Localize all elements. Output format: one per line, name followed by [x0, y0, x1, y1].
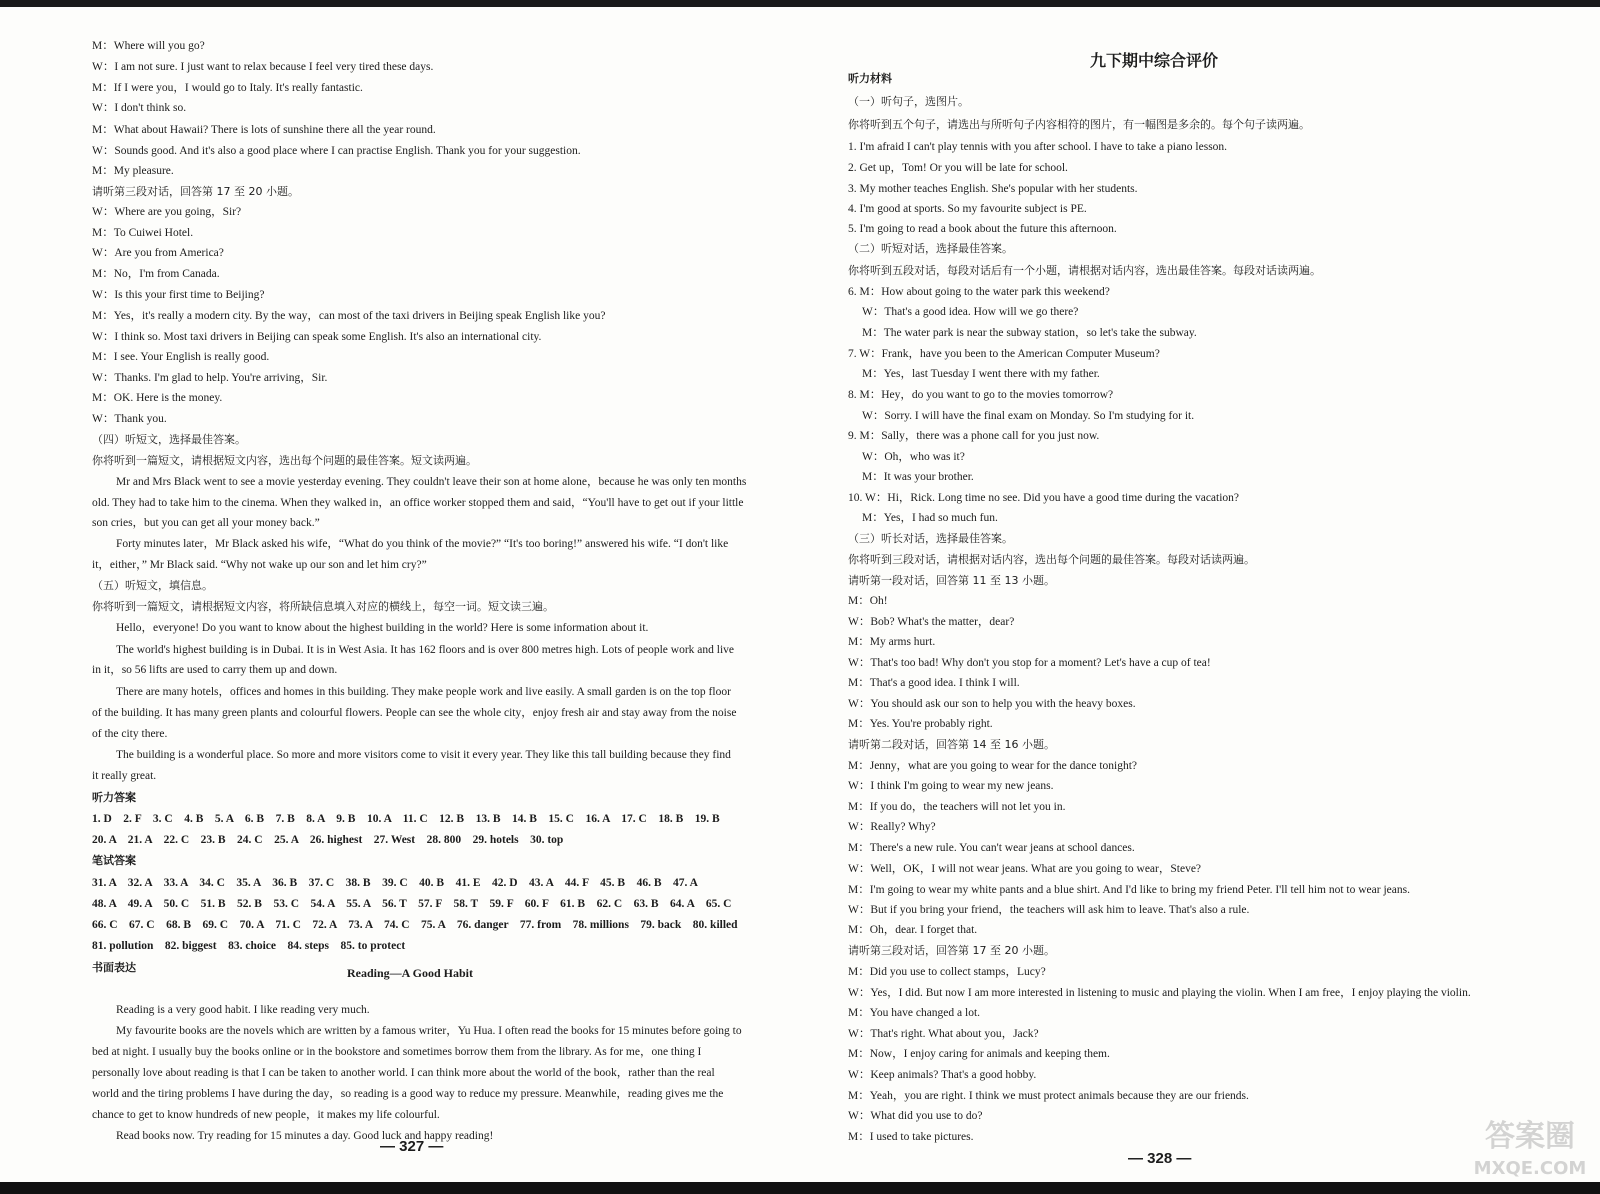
- text-line: 书面表达: [92, 961, 136, 974]
- bottom-edge: [0, 1182, 1600, 1194]
- text-line: M：Yes，it's really a modern city. By the way，can most of the taxi drivers in Beijing speak English like you?: [92, 310, 606, 322]
- text-line: bed at night. I usually buy the books online or in the bookstore and sometimes borrow them from the library. As for me，one thing I: [92, 1046, 702, 1058]
- text-line: W：Well，OK，I will not wear jeans. What are you going to wear，Steve?: [848, 863, 1202, 875]
- page-number-328: — 328 —: [1128, 1150, 1192, 1167]
- text-line: W：That's too bad! Why don't you stop for a moment? Let's have a cup of tea!: [848, 657, 1211, 669]
- text-line: 听力材料: [848, 72, 892, 85]
- text-line: W：Oh，who was it?: [862, 451, 965, 463]
- text-line: 3. My mother teaches English. She's popular with her students.: [848, 183, 1138, 195]
- text-line: M：OK. Here is the money.: [92, 392, 223, 404]
- text-line: My favourite books are the novels which are written by a famous writer，Yu Hua. I often read the books for 15 minutes before going to: [116, 1025, 742, 1037]
- text-line: 2. Get up，Tom! Or you will be late for school.: [848, 162, 1068, 174]
- text-line: M：If I were you，I would go to Italy. It's really fantastic.: [92, 82, 363, 94]
- text-line: of the building. It has many green plants and colourful flowers. People can see the whole city，enjoy fresh air and stay away from the noise: [92, 707, 737, 719]
- text-line: 66. C 67. C 68. B 69. C 70. A 71. C 72. A 73. A 74. C 75. A 76. danger 77. from 78. millions 79. back 80. killed: [92, 919, 738, 931]
- text-line: W：I think I'm going to wear my new jeans.: [848, 780, 1054, 792]
- text-line: W：Thank you.: [92, 413, 167, 425]
- text-line: M：Oh!: [848, 595, 888, 607]
- text-line: M：There's a new rule. You can't wear jeans at school dances.: [848, 842, 1135, 854]
- text-line: 8. M：Hey，do you want to go to the movies tomorrow?: [848, 389, 1114, 401]
- text-line: W：Really? Why?: [848, 821, 936, 833]
- text-line: W：But if you bring your friend，the teachers will ask him to leave. That's also a rule.: [848, 904, 1250, 916]
- text-line: M：I'm going to wear my white pants and a blue shirt. And I'd like to bring my friend Peter. I'll tell him not to wear jeans.: [848, 884, 1410, 896]
- text-line: son cries，but you can get all your money back.”: [92, 517, 320, 529]
- text-line: W：I don't think so.: [92, 102, 187, 114]
- text-line: M：What about Hawaii? There is lots of sunshine there all the year round.: [92, 124, 436, 136]
- text-line: Hello，everyone! Do you want to know about the highest building in the world? Here is some information about it.: [116, 622, 649, 634]
- text-line: world and the tiring problems I have during the day，so reading is a good way to reduce my pressure. Meanwhile，reading gives me the: [92, 1088, 724, 1100]
- text-line: 6. M：How about going to the water park this weekend?: [848, 286, 1110, 298]
- text-line: M：The water park is near the subway station，so let's take the subway.: [862, 327, 1197, 339]
- text-line: M：Yes. You're probably right.: [848, 718, 993, 730]
- text-line: it，either，” Mr Black said. “Why not wake up our son and let him cry?”: [92, 559, 427, 571]
- text-line: 笔试答案: [92, 854, 136, 867]
- text-line: 听力答案: [92, 791, 136, 804]
- text-line: 7. W：Frank，have you been to the American Computer Museum?: [848, 348, 1160, 360]
- text-line: Read books now. Try reading for 15 minutes a day. Good luck and happy reading!: [116, 1130, 494, 1142]
- text-line: W：That's right. What about you，Jack?: [848, 1028, 1039, 1040]
- text-line: （四）听短文，选择最佳答案。: [92, 433, 246, 446]
- text-line: 20. A 21. A 22. C 23. B 24. C 25. A 26. highest 27. West 28. 800 29. hotels 30. top: [92, 834, 564, 846]
- text-line: M：Jenny，what are you going to wear for the dance tonight?: [848, 760, 1138, 772]
- text-line: 请听第一段对话，回答第 11 至 13 小题。: [848, 574, 1055, 587]
- text-line: W：Bob? What's the matter，dear?: [848, 616, 1015, 628]
- watermark-text: 答案圈: [1485, 1119, 1575, 1154]
- text-line: （一）听句子，选图片。: [848, 95, 969, 108]
- top-edge: [0, 0, 1600, 7]
- text-line: （五）听短文，填信息。: [92, 579, 213, 592]
- text-line: 9. M：Sally，there was a phone call for you just now.: [848, 430, 1100, 442]
- text-line: 你将听到三段对话，请根据对话内容，选出每个问题的最佳答案。每段对话读两遍。: [848, 553, 1255, 566]
- text-line: 4. I'm good at sports. So my favourite subject is PE.: [848, 203, 1087, 215]
- text-line: M：Did you use to collect stamps，Lucy?: [848, 966, 1046, 978]
- text-line: Forty minutes later，Mr Black asked his wife，“What do you think of the movie?” “It's too boring!” answered his wife. “I don't like: [116, 538, 729, 550]
- text-line: M：Oh，dear. I forget that.: [848, 924, 978, 936]
- text-line: 你将听到五个句子，请选出与所听句子内容相符的图片，有一幅图是多余的。每个句子读两遍。: [848, 118, 1310, 131]
- text-line: There are many hotels，offices and homes in this building. They make people work and live easily. A small garden is on the top floor: [116, 686, 731, 698]
- text-line: M：Yes，I had so much fun.: [862, 512, 998, 524]
- watermark-url: MXQE.COM: [1473, 1158, 1587, 1179]
- text-line: W：Sounds good. And it's also a good place where I can practise English. Thank you for your suggestion.: [92, 145, 581, 157]
- text-line: M：That's a good idea. I think I will.: [848, 677, 1020, 689]
- text-line: W：I am not sure. I just want to relax because I feel very tired these days.: [92, 61, 434, 73]
- text-line: 请听第三段对话，回答第 17 至 20 小题。: [848, 944, 1055, 957]
- text-line: 31. A 32. A 33. A 34. C 35. A 36. B 37. C 38. B 39. C 40. B 41. E 42. D 43. A 44. F 45. B 46. B 47. A: [92, 877, 698, 889]
- text-line: W：Where are you going，Sir?: [92, 206, 242, 218]
- essay-title: Reading—A Good Habit: [346, 966, 474, 980]
- text-line: W：Are you from America?: [92, 247, 224, 259]
- text-line: 你将听到一篇短文，请根据短文内容，将所缺信息填入对应的横线上，每空一词。短文读三遍。: [92, 600, 554, 613]
- text-line: W：Is this your first time to Beijing?: [92, 289, 265, 301]
- text-line: 81. pollution 82. biggest 83. choice 84. steps 85. to protect: [92, 940, 406, 952]
- text-line: M：Where will you go?: [92, 40, 205, 52]
- text-line: （三）听长对话，选择最佳答案。: [848, 532, 1013, 545]
- text-line: M：I used to take pictures.: [848, 1131, 974, 1143]
- text-line: M：Yes，last Tuesday I went there with my father.: [862, 368, 1100, 380]
- text-line: old. They had to take him to the cinema. When they walked in，an office worker stopped them and said，“You'll have to get out if your little: [92, 497, 744, 509]
- text-line: 1. D 2. F 3. C 4. B 5. A 6. B 7. B 8. A 9. B 10. A 11. C 12. B 13. B 14. B 15. C 16. A 17. C 18. B 19. B: [92, 813, 720, 825]
- text-line: Mr and Mrs Black went to see a movie yesterday evening. They couldn't leave their son at home alone，because he was only ten months: [116, 476, 747, 488]
- text-line: M：To Cuiwei Hotel.: [92, 227, 194, 239]
- section-title: 九下期中综合评价: [1090, 51, 1219, 70]
- text-line: personally love about reading is that I can be taken to another world. I can think more about the world of the book，rather than the real: [92, 1067, 715, 1079]
- text-line: M：My arms hurt.: [848, 636, 936, 648]
- text-line: M：I see. Your English is really good.: [92, 351, 270, 363]
- text-line: W：You should ask our son to help you with the heavy boxes.: [848, 698, 1136, 710]
- text-line: W：Sorry. I will have the final exam on Monday. So I'm studying for it.: [862, 410, 1195, 422]
- text-line: M：If you do，the teachers will not let you in.: [848, 801, 1066, 813]
- text-line: in it，so 56 lifts are used to carry them up and down.: [92, 664, 338, 676]
- text-line: chance to get to know hundreds of new people，it makes my life colourful.: [92, 1109, 440, 1121]
- text-line: W：Yes，I did. But now I am more interested in listening to music and playing the violin. When I am free，I enjoy playing the violin.: [848, 987, 1471, 999]
- text-line: M：Yeah，you are right. I think we must protect animals because they are our friends.: [848, 1090, 1249, 1102]
- text-line: W：Thanks. I'm glad to help. You're arriving，Sir.: [92, 372, 328, 384]
- text-line: of the city there.: [92, 728, 168, 740]
- text-line: M：My pleasure.: [92, 165, 174, 177]
- watermark-logo: [1470, 1110, 1590, 1180]
- text-line: M：No，I'm from Canada.: [92, 268, 220, 280]
- text-line: Reading is a very good habit. I like reading very much.: [116, 1004, 370, 1016]
- text-line: 请听第二段对话，回答第 14 至 16 小题。: [848, 738, 1055, 751]
- text-line: W：That's a good idea. How will we go there?: [862, 306, 1079, 318]
- text-line: （二）听短对话，选择最佳答案。: [848, 242, 1013, 255]
- text-line: M：You have changed a lot.: [848, 1007, 981, 1019]
- text-line: M：Now，I enjoy caring for animals and keeping them.: [848, 1048, 1110, 1060]
- text-line: 你将听到一篇短文，请根据短文内容，选出每个问题的最佳答案。短文读两遍。: [92, 454, 477, 467]
- text-line: it really great.: [92, 770, 157, 782]
- text-line: W：What did you use to do?: [848, 1110, 983, 1122]
- text-line: The world's highest building is in Dubai. It is in West Asia. It has 162 floors and is over 800 metres high. Lots of people work and live: [116, 644, 735, 656]
- text-line: 1. I'm afraid I can't play tennis with you after school. I have to take a piano lesson.: [848, 141, 1228, 153]
- text-line: W：I think so. Most taxi drivers in Beijing can speak some English. It's also an international city.: [92, 331, 542, 343]
- text-line: W：Keep animals? That's a good hobby.: [848, 1069, 1037, 1081]
- text-line: 请听第三段对话，回答第 17 至 20 小题。: [92, 185, 299, 198]
- text-line: 5. I'm going to read a book about the future this afternoon.: [848, 223, 1117, 235]
- text-line: 你将听到五段对话，每段对话后有一个小题，请根据对话内容，选出最佳答案。每段对话读两遍。: [848, 264, 1321, 277]
- text-line: 10. W：Hi，Rick. Long time no see. Did you have a good time during the vacation?: [848, 492, 1240, 504]
- text-line: 48. A 49. A 50. C 51. B 52. B 53. C 54. A 55. A 56. T 57. F 58. T 59. F 60. F 61. B 62. C 63. B 64. A 65. C: [92, 898, 732, 910]
- page-number-327: — 327 —: [380, 1138, 444, 1155]
- text-line: M：It was your brother.: [862, 471, 974, 483]
- text-line: The building is a wonderful place. So more and more visitors come to visit it every year. They like this tall building because they find: [116, 749, 731, 761]
